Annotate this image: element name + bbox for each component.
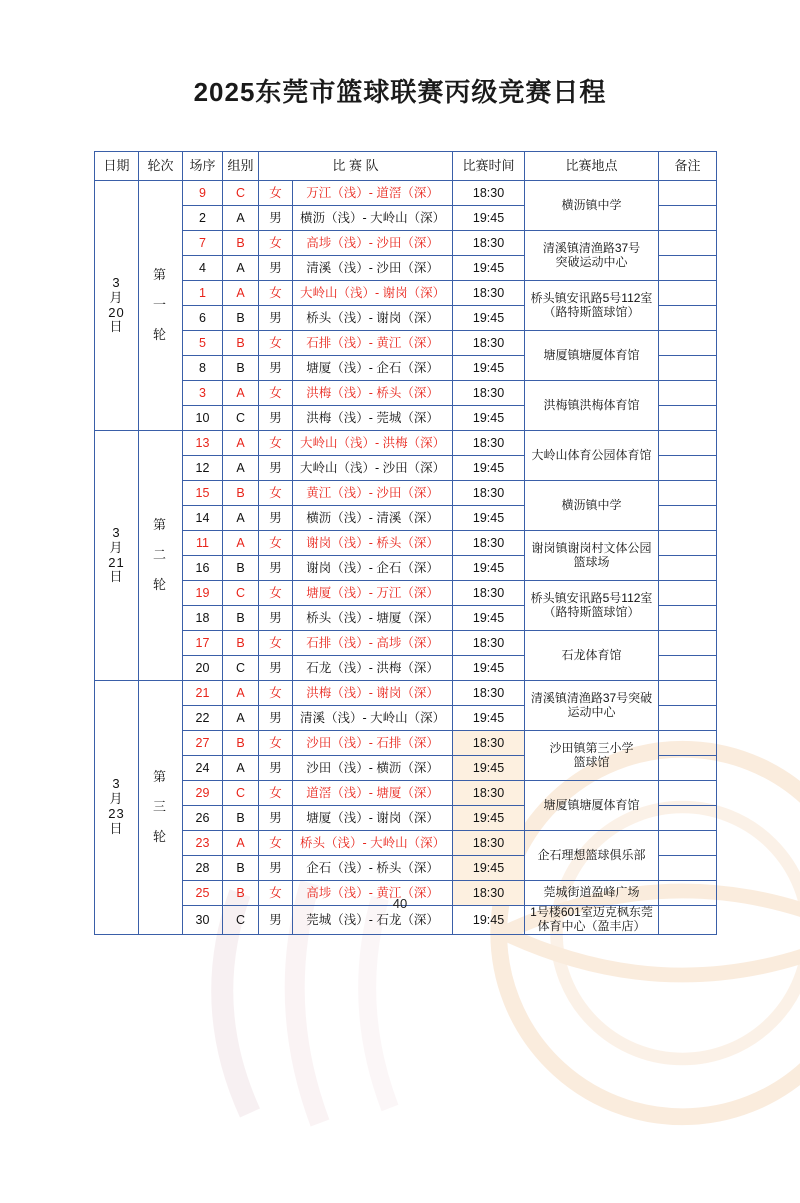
group-cell: B <box>223 731 259 756</box>
match-no-cell: 13 <box>183 431 223 456</box>
gender-cell: 男 <box>259 506 293 531</box>
time-cell: 19:45 <box>453 356 525 381</box>
match-no-cell: 26 <box>183 806 223 831</box>
remark-cell <box>659 856 717 881</box>
venue-cell: 企石理想篮球俱乐部 <box>525 831 659 881</box>
teams-cell: 塘厦（浅）- 万江（深） <box>293 581 453 606</box>
gender-cell: 男 <box>259 656 293 681</box>
gender-cell: 男 <box>259 756 293 781</box>
venue-cell: 桥头镇安讯路5号112室 （路特斯篮球馆） <box>525 281 659 331</box>
time-cell: 18:30 <box>453 831 525 856</box>
schedule-table-container <box>94 151 706 935</box>
table-header <box>95 152 717 181</box>
group-cell: C <box>223 656 259 681</box>
group-cell: A <box>223 381 259 406</box>
time-cell: 18:30 <box>453 581 525 606</box>
table-row <box>95 281 717 306</box>
gender-cell: 女 <box>259 681 293 706</box>
remark-cell <box>659 606 717 631</box>
time-cell: 18:30 <box>453 481 525 506</box>
gender-cell: 女 <box>259 231 293 256</box>
group-cell: A <box>223 681 259 706</box>
table-row <box>95 181 717 206</box>
gender-cell: 女 <box>259 531 293 556</box>
gender-cell: 女 <box>259 331 293 356</box>
gender-cell: 女 <box>259 881 293 906</box>
page-number: 40 <box>0 896 800 911</box>
gender-cell: 男 <box>259 206 293 231</box>
time-cell: 19:45 <box>453 206 525 231</box>
teams-cell: 道滘（浅）- 塘厦（深） <box>293 781 453 806</box>
remark-cell <box>659 756 717 781</box>
venue-cell: 清溪镇清渔路37号突破 运动中心 <box>525 681 659 731</box>
gender-cell: 男 <box>259 806 293 831</box>
remark-cell <box>659 456 717 481</box>
match-no-cell: 2 <box>183 206 223 231</box>
remark-cell <box>659 731 717 756</box>
column-header-teams: 比 赛 队 <box>259 152 453 181</box>
group-cell: C <box>223 181 259 206</box>
gender-cell: 男 <box>259 306 293 331</box>
teams-cell: 高埗（浅）- 黄江（深） <box>293 881 453 906</box>
remark-cell <box>659 181 717 206</box>
match-no-cell: 9 <box>183 181 223 206</box>
remark-cell <box>659 581 717 606</box>
time-cell: 19:45 <box>453 506 525 531</box>
gender-cell: 女 <box>259 831 293 856</box>
group-cell: A <box>223 456 259 481</box>
match-no-cell: 3 <box>183 381 223 406</box>
table-row <box>95 581 717 606</box>
group-cell: B <box>223 306 259 331</box>
group-cell: A <box>223 256 259 281</box>
remark-cell <box>659 556 717 581</box>
match-no-cell: 27 <box>183 731 223 756</box>
match-no-cell: 23 <box>183 831 223 856</box>
time-cell: 18:30 <box>453 631 525 656</box>
time-cell: 18:30 <box>453 431 525 456</box>
document-page <box>0 72 800 935</box>
teams-cell: 高埗（浅）- 沙田（深） <box>293 231 453 256</box>
gender-cell: 男 <box>259 256 293 281</box>
venue-cell: 清溪镇清渔路37号 突破运动中心 <box>525 231 659 281</box>
group-cell: A <box>223 706 259 731</box>
time-cell: 18:30 <box>453 781 525 806</box>
table-row <box>95 631 717 656</box>
time-cell: 19:45 <box>453 456 525 481</box>
table-row <box>95 681 717 706</box>
match-no-cell: 20 <box>183 656 223 681</box>
match-no-cell: 28 <box>183 856 223 881</box>
remark-cell <box>659 331 717 356</box>
match-no-cell: 15 <box>183 481 223 506</box>
remark-cell <box>659 281 717 306</box>
group-cell: A <box>223 206 259 231</box>
time-cell: 19:45 <box>453 256 525 281</box>
time-cell: 19:45 <box>453 806 525 831</box>
table-row <box>95 781 717 806</box>
gender-cell: 男 <box>259 606 293 631</box>
group-cell: B <box>223 806 259 831</box>
teams-cell: 沙田（浅）- 石排（深） <box>293 731 453 756</box>
gender-cell: 女 <box>259 581 293 606</box>
venue-cell: 塘厦镇塘厦体育馆 <box>525 331 659 381</box>
time-cell: 18:30 <box>453 181 525 206</box>
match-no-cell: 21 <box>183 681 223 706</box>
teams-cell: 桥头（浅）- 塘厦（深） <box>293 606 453 631</box>
remark-cell <box>659 206 717 231</box>
teams-cell: 黄江（浅）- 沙田（深） <box>293 481 453 506</box>
teams-cell: 石排（浅）- 黄江（深） <box>293 331 453 356</box>
table-row <box>95 731 717 756</box>
date-cell: 3 月 21 日 <box>95 431 139 681</box>
time-cell: 19:45 <box>453 406 525 431</box>
group-cell: B <box>223 556 259 581</box>
table-row <box>95 331 717 356</box>
group-cell: A <box>223 506 259 531</box>
remark-cell <box>659 831 717 856</box>
group-cell: C <box>223 906 259 935</box>
column-header-remark: 备注 <box>659 152 717 181</box>
teams-cell: 企石（浅）- 桥头（深） <box>293 856 453 881</box>
remark-cell <box>659 356 717 381</box>
teams-cell: 洪梅（浅）- 谢岗（深） <box>293 681 453 706</box>
teams-cell: 清溪（浅）- 大岭山（深） <box>293 706 453 731</box>
venue-cell: 塘厦镇塘厦体育馆 <box>525 781 659 831</box>
group-cell: C <box>223 781 259 806</box>
venue-cell: 横沥镇中学 <box>525 181 659 231</box>
remark-cell <box>659 481 717 506</box>
venue-cell: 1号楼601室迈克枫东莞 体育中心（盈丰店） <box>525 906 659 935</box>
remark-cell <box>659 706 717 731</box>
match-no-cell: 14 <box>183 506 223 531</box>
table-row <box>95 531 717 556</box>
teams-cell: 塘厦（浅）- 谢岗（深） <box>293 806 453 831</box>
group-cell: C <box>223 406 259 431</box>
group-cell: B <box>223 856 259 881</box>
match-no-cell: 10 <box>183 406 223 431</box>
time-cell: 19:45 <box>453 706 525 731</box>
remark-cell <box>659 256 717 281</box>
remark-cell <box>659 231 717 256</box>
date-cell: 3 月 23 日 <box>95 681 139 935</box>
group-cell: B <box>223 606 259 631</box>
group-cell: B <box>223 881 259 906</box>
round-cell: 第 三 轮 <box>139 681 183 935</box>
group-cell: C <box>223 581 259 606</box>
group-cell: A <box>223 831 259 856</box>
gender-cell: 男 <box>259 856 293 881</box>
teams-cell: 清溪（浅）- 沙田（深） <box>293 256 453 281</box>
time-cell: 19:45 <box>453 606 525 631</box>
remark-cell <box>659 406 717 431</box>
gender-cell: 男 <box>259 906 293 935</box>
venue-cell: 横沥镇中学 <box>525 481 659 531</box>
gender-cell: 女 <box>259 381 293 406</box>
match-no-cell: 17 <box>183 631 223 656</box>
table-row <box>95 231 717 256</box>
match-no-cell: 1 <box>183 281 223 306</box>
table-body <box>95 181 717 935</box>
teams-cell: 横沥（浅）- 大岭山（深） <box>293 206 453 231</box>
gender-cell: 女 <box>259 781 293 806</box>
match-no-cell: 19 <box>183 581 223 606</box>
teams-cell: 桥头（浅）- 谢岗（深） <box>293 306 453 331</box>
remark-cell <box>659 631 717 656</box>
venue-cell: 洪梅镇洪梅体育馆 <box>525 381 659 431</box>
round-cell: 第 一 轮 <box>139 181 183 431</box>
teams-cell: 莞城（浅）- 石龙（深） <box>293 906 453 935</box>
teams-cell: 洪梅（浅）- 桥头（深） <box>293 381 453 406</box>
column-header-round: 轮次 <box>139 152 183 181</box>
group-cell: A <box>223 281 259 306</box>
teams-cell: 万江（浅）- 道滘（深） <box>293 181 453 206</box>
teams-cell: 大岭山（浅）- 沙田（深） <box>293 456 453 481</box>
remark-cell <box>659 781 717 806</box>
match-no-cell: 12 <box>183 456 223 481</box>
teams-cell: 大岭山（浅）- 洪梅（深） <box>293 431 453 456</box>
group-cell: B <box>223 631 259 656</box>
remark-cell <box>659 806 717 831</box>
gender-cell: 女 <box>259 431 293 456</box>
venue-cell: 石龙体育馆 <box>525 631 659 681</box>
gender-cell: 女 <box>259 631 293 656</box>
teams-cell: 洪梅（浅）- 莞城（深） <box>293 406 453 431</box>
teams-cell: 石排（浅）- 高埗（深） <box>293 631 453 656</box>
gender-cell: 男 <box>259 706 293 731</box>
remark-cell <box>659 681 717 706</box>
teams-cell: 谢岗（浅）- 桥头（深） <box>293 531 453 556</box>
match-no-cell: 4 <box>183 256 223 281</box>
group-cell: B <box>223 331 259 356</box>
teams-cell: 塘厦（浅）- 企石（深） <box>293 356 453 381</box>
match-no-cell: 25 <box>183 881 223 906</box>
time-cell: 18:30 <box>453 731 525 756</box>
match-no-cell: 7 <box>183 231 223 256</box>
table-row <box>95 381 717 406</box>
column-header-time: 比赛时间 <box>453 152 525 181</box>
teams-cell: 桥头（浅）- 大岭山（深） <box>293 831 453 856</box>
remark-cell <box>659 506 717 531</box>
gender-cell: 男 <box>259 356 293 381</box>
time-cell: 19:45 <box>453 856 525 881</box>
time-cell: 19:45 <box>453 756 525 781</box>
group-cell: B <box>223 481 259 506</box>
teams-cell: 横沥（浅）- 清溪（深） <box>293 506 453 531</box>
gender-cell: 女 <box>259 481 293 506</box>
group-cell: B <box>223 356 259 381</box>
time-cell: 18:30 <box>453 331 525 356</box>
match-no-cell: 30 <box>183 906 223 935</box>
group-cell: B <box>223 231 259 256</box>
remark-cell <box>659 306 717 331</box>
match-no-cell: 18 <box>183 606 223 631</box>
remark-cell <box>659 531 717 556</box>
table-header-row <box>95 152 717 181</box>
time-cell: 18:30 <box>453 231 525 256</box>
column-header-date: 日期 <box>95 152 139 181</box>
table-row <box>95 481 717 506</box>
venue-cell: 大岭山体育公园体育馆 <box>525 431 659 481</box>
time-cell: 18:30 <box>453 881 525 906</box>
gender-cell: 男 <box>259 556 293 581</box>
match-no-cell: 8 <box>183 356 223 381</box>
teams-cell: 沙田（浅）- 横沥（深） <box>293 756 453 781</box>
schedule-table <box>94 151 717 935</box>
column-header-group: 组别 <box>223 152 259 181</box>
match-no-cell: 29 <box>183 781 223 806</box>
gender-cell: 男 <box>259 406 293 431</box>
teams-cell: 大岭山（浅）- 谢岗（深） <box>293 281 453 306</box>
time-cell: 19:45 <box>453 906 525 935</box>
teams-cell: 石龙（浅）- 洪梅（深） <box>293 656 453 681</box>
match-no-cell: 24 <box>183 756 223 781</box>
match-no-cell: 22 <box>183 706 223 731</box>
gender-cell: 女 <box>259 181 293 206</box>
remark-cell <box>659 656 717 681</box>
venue-cell: 桥头镇安讯路5号112室 （路特斯篮球馆） <box>525 581 659 631</box>
group-cell: A <box>223 431 259 456</box>
venue-cell: 沙田镇第三小学 篮球馆 <box>525 731 659 781</box>
time-cell: 18:30 <box>453 531 525 556</box>
time-cell: 18:30 <box>453 681 525 706</box>
page-title: 2025东莞市篮球联赛丙级竞赛日程 <box>0 72 800 109</box>
group-cell: A <box>223 531 259 556</box>
teams-cell: 谢岗（浅）- 企石（深） <box>293 556 453 581</box>
gender-cell: 女 <box>259 281 293 306</box>
match-no-cell: 6 <box>183 306 223 331</box>
venue-cell: 莞城街道盈峰广场 <box>525 881 659 906</box>
time-cell: 18:30 <box>453 281 525 306</box>
date-cell: 3 月 20 日 <box>95 181 139 431</box>
time-cell: 19:45 <box>453 556 525 581</box>
match-no-cell: 5 <box>183 331 223 356</box>
remark-cell <box>659 381 717 406</box>
group-cell: A <box>223 756 259 781</box>
column-header-match-no: 场序 <box>183 152 223 181</box>
table-row <box>95 431 717 456</box>
match-no-cell: 11 <box>183 531 223 556</box>
gender-cell: 女 <box>259 731 293 756</box>
gender-cell: 男 <box>259 456 293 481</box>
table-row <box>95 831 717 856</box>
time-cell: 19:45 <box>453 306 525 331</box>
time-cell: 19:45 <box>453 656 525 681</box>
match-no-cell: 16 <box>183 556 223 581</box>
venue-cell: 谢岗镇谢岗村文体公园 篮球场 <box>525 531 659 581</box>
remark-cell <box>659 431 717 456</box>
column-header-venue: 比赛地点 <box>525 152 659 181</box>
time-cell: 18:30 <box>453 381 525 406</box>
round-cell: 第 二 轮 <box>139 431 183 681</box>
